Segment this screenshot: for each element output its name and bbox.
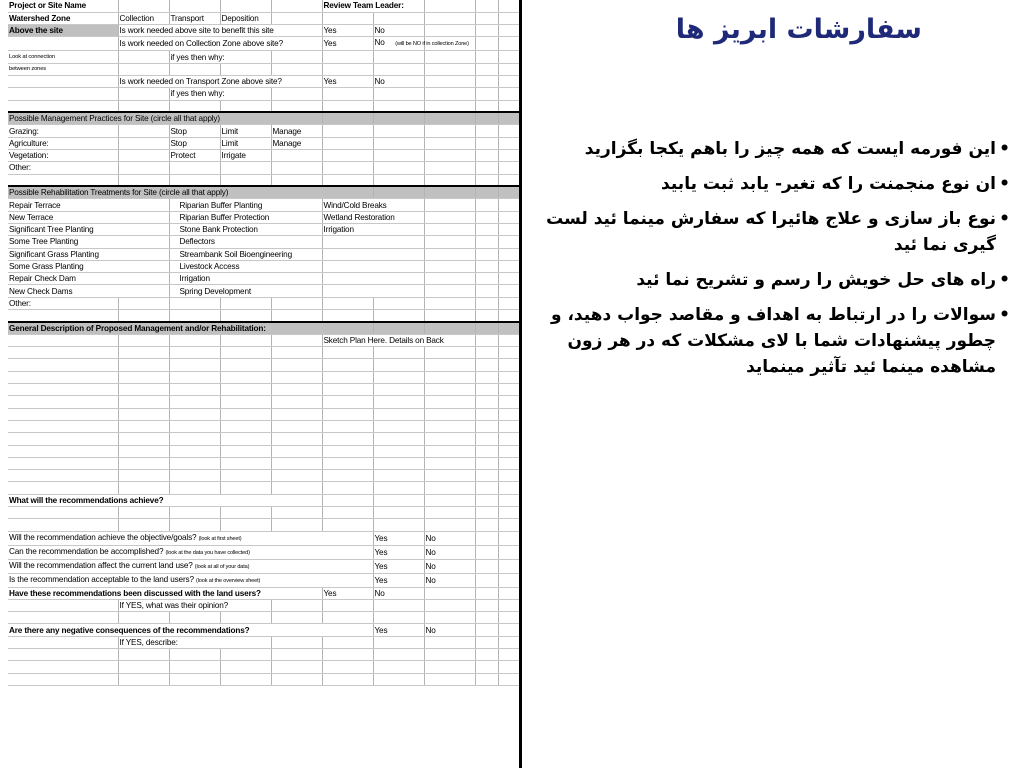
- yes-option[interactable]: Yes: [322, 75, 373, 87]
- table-row: [8, 273, 519, 285]
- table-row: [8, 223, 519, 235]
- bullet-item: • نوع باز سازی و علاج هائیرا که سفارش مینما ئید لست گیری نما ئید: [528, 206, 1010, 258]
- rehab-option[interactable]: Spring Development: [169, 285, 322, 297]
- table-row: [8, 236, 519, 248]
- no-option[interactable]: No: [373, 25, 424, 37]
- zone-transport[interactable]: Transport: [169, 12, 220, 24]
- q-collection-zone: Is work needed on Collection Zone above site?: [118, 37, 322, 51]
- rehab-header-note: (circle all that apply): [158, 188, 229, 198]
- discussed-question: Have these recommendations been discussed with the land users?: [8, 587, 322, 599]
- yes-option[interactable]: Yes: [373, 559, 424, 573]
- table-row: [8, 587, 519, 599]
- question-text: Can the recommendation be accomplished?: [9, 546, 164, 556]
- question-text: Will the recommendation achieve the objective/goals?: [9, 532, 197, 542]
- mgmt-header-note: (circle all that apply): [150, 114, 220, 124]
- table-row: [8, 624, 519, 636]
- table-row: [8, 297, 519, 309]
- mgmt-label: Vegetation:: [8, 149, 118, 161]
- table-row: [8, 545, 519, 559]
- question-note: (look at the overview sheet): [196, 577, 261, 584]
- rehab-option[interactable]: New Terrace: [8, 211, 169, 223]
- mgmt-label: Grazing:: [8, 125, 118, 137]
- no-option[interactable]: No: [424, 531, 475, 545]
- table-row: [8, 599, 519, 611]
- rehab-option[interactable]: Significant Grass Planting: [8, 248, 169, 260]
- rehab-option[interactable]: Some Tree Planting: [8, 236, 169, 248]
- table-row: [8, 285, 519, 297]
- table-row: [8, 100, 519, 112]
- if-yes-describe: If YES, describe:: [118, 636, 271, 648]
- between-zones: between zones: [8, 63, 118, 75]
- table-row: [8, 63, 519, 75]
- no-option[interactable]: No: [424, 624, 475, 636]
- table-row: [8, 75, 519, 87]
- question-note: (look at first sheet): [198, 535, 242, 542]
- option-manage[interactable]: Manage: [271, 137, 322, 149]
- yes-option[interactable]: Yes: [373, 573, 424, 587]
- table-row: [8, 25, 519, 37]
- table-row: [8, 494, 519, 506]
- table-row: [8, 248, 519, 260]
- question-note: (look at the data you have collected): [165, 549, 250, 556]
- rehab-option[interactable]: Streambank Soil Bioengineering: [169, 248, 322, 260]
- rehab-option[interactable]: Significant Tree Planting: [8, 223, 169, 235]
- mgmt-header: Possible Management Practices for Site: [9, 114, 149, 124]
- rehab-option[interactable]: Deflectors: [169, 236, 322, 248]
- table-row: [8, 334, 519, 346]
- yes-option[interactable]: Yes: [322, 587, 373, 599]
- no-option[interactable]: No: [373, 587, 424, 599]
- no-option[interactable]: No: [424, 545, 475, 559]
- option-protect[interactable]: Protect: [169, 149, 220, 161]
- rehab-option[interactable]: Irrigation: [169, 273, 322, 285]
- zone-collection[interactable]: Collection: [118, 12, 169, 24]
- table-row: [8, 88, 519, 100]
- review-leader-label: Review Team Leader:: [322, 0, 424, 12]
- bullet-list: [528, 136, 1010, 389]
- table-row: [8, 162, 519, 174]
- table-row: [8, 112, 519, 125]
- negative-question: Are there any negative consequences of the recommendations?: [8, 624, 373, 636]
- no-option[interactable]: No: [373, 75, 424, 87]
- if-yes-opinion: If YES, what was their opinion?: [118, 599, 271, 611]
- option-manage[interactable]: Manage: [271, 125, 322, 137]
- rehab-header: Possible Rehabilitation Treatments for Site: [9, 188, 157, 198]
- yes-option[interactable]: Yes: [322, 25, 373, 37]
- mgmt-label: Agriculture:: [8, 137, 118, 149]
- general-desc-header: General Description of Proposed Management and/or Rehabilitation:: [8, 322, 373, 335]
- table-row: [8, 531, 519, 545]
- no-option[interactable]: No: [424, 559, 475, 573]
- bullet-item: • راه های حل خویش را رسم و تشریح نما ئید: [528, 267, 1010, 293]
- no-option[interactable]: No: [374, 38, 385, 48]
- option-stop[interactable]: Stop: [169, 125, 220, 137]
- table-row: [8, 322, 519, 335]
- table-row: [8, 636, 519, 648]
- form-table: [8, 0, 520, 686]
- form-spreadsheet: [8, 0, 522, 768]
- bullet-item: • سوالات را در ارتباط به اهداف و مقاصد جواب دهید، و چطور پیشنهادات شما با لای مشکلات که در هر زون مشاهده مینما ئید تآثیر مینماید: [528, 302, 1010, 380]
- slide-panel: [522, 0, 1024, 768]
- table-row: [8, 12, 519, 24]
- rehab-option[interactable]: Livestock Access: [169, 260, 322, 272]
- option-stop[interactable]: Stop: [169, 137, 220, 149]
- bullet-item: • این فورمه ایست که همه چیز را باهم یکجا بگزارید: [528, 136, 1010, 162]
- yes-option[interactable]: Yes: [373, 545, 424, 559]
- question-text: Will the recommendation affect the current land use?: [9, 560, 193, 570]
- if-yes-why: if yes then why:: [169, 51, 271, 63]
- table-row: [8, 186, 519, 199]
- table-row: [8, 573, 519, 587]
- rehab-option[interactable]: Repair Terrace: [8, 199, 169, 211]
- above-site-label: Above the site: [8, 25, 118, 37]
- rehab-option[interactable]: Wind/Cold Breaks: [322, 199, 424, 211]
- option-irrigate[interactable]: Irrigate: [220, 149, 271, 161]
- table-row: [8, 0, 519, 12]
- question-text: Is the recommendation acceptable to the land users?: [9, 574, 194, 584]
- q-above-site: Is work needed above site to benefit this site: [118, 25, 322, 37]
- project-label: Project or Site Name: [8, 0, 118, 12]
- rehab-option[interactable]: Riparian Buffer Planting: [169, 199, 322, 211]
- q-transport-zone: Is work needed on Transport Zone above site?: [118, 75, 322, 87]
- option-limit[interactable]: Limit: [220, 125, 271, 137]
- table-row: [8, 199, 519, 211]
- rehab-option[interactable]: Repair Check Dam: [8, 273, 169, 285]
- no-option[interactable]: No: [424, 573, 475, 587]
- rehab-option[interactable]: Riparian Buffer Protection: [169, 211, 322, 223]
- watershed-zone-label: Watershed Zone: [8, 12, 118, 24]
- bullet-item: • ان نوع منجمنت را که تغیر- یابد ثبت یابید: [528, 171, 1010, 197]
- rehab-option[interactable]: New Check Dams: [8, 285, 169, 297]
- table-row: [8, 260, 519, 272]
- yes-option[interactable]: Yes: [373, 531, 424, 545]
- table-row: [8, 174, 519, 186]
- table-row: [8, 125, 519, 137]
- table-row: [8, 559, 519, 573]
- zone-deposition[interactable]: Deposition: [220, 12, 271, 24]
- rehab-option[interactable]: Other:: [8, 297, 118, 309]
- table-row: [8, 37, 519, 51]
- sketch-note: Sketch Plan Here. Details on Back: [322, 334, 475, 346]
- table-row: [8, 310, 519, 322]
- yes-option[interactable]: Yes: [373, 624, 424, 636]
- if-yes-why: if yes then why:: [169, 88, 271, 100]
- achieve-question: What will the recommendations achieve?: [8, 494, 322, 506]
- rehab-option[interactable]: Some Grass Planting: [8, 260, 169, 272]
- rehab-option[interactable]: Stone Bank Protection: [169, 223, 322, 235]
- table-row: [8, 211, 519, 223]
- slide-title: سفارشات ابریز ها: [675, 14, 922, 45]
- table-row: [8, 137, 519, 149]
- rehab-option[interactable]: Irrigation: [322, 223, 424, 235]
- mgmt-label: Other:: [8, 162, 118, 174]
- option-limit[interactable]: Limit: [220, 137, 271, 149]
- question-note: (look at all of your data): [194, 563, 250, 570]
- look-at-connection: Look at connection: [8, 51, 118, 63]
- rehab-option[interactable]: Wetland Restoration: [322, 211, 424, 223]
- table-row: [8, 51, 519, 63]
- no-if-collection-note: (will be NO if in collection Zone): [395, 41, 469, 48]
- table-row: [8, 149, 519, 161]
- yes-option[interactable]: Yes: [322, 37, 373, 51]
